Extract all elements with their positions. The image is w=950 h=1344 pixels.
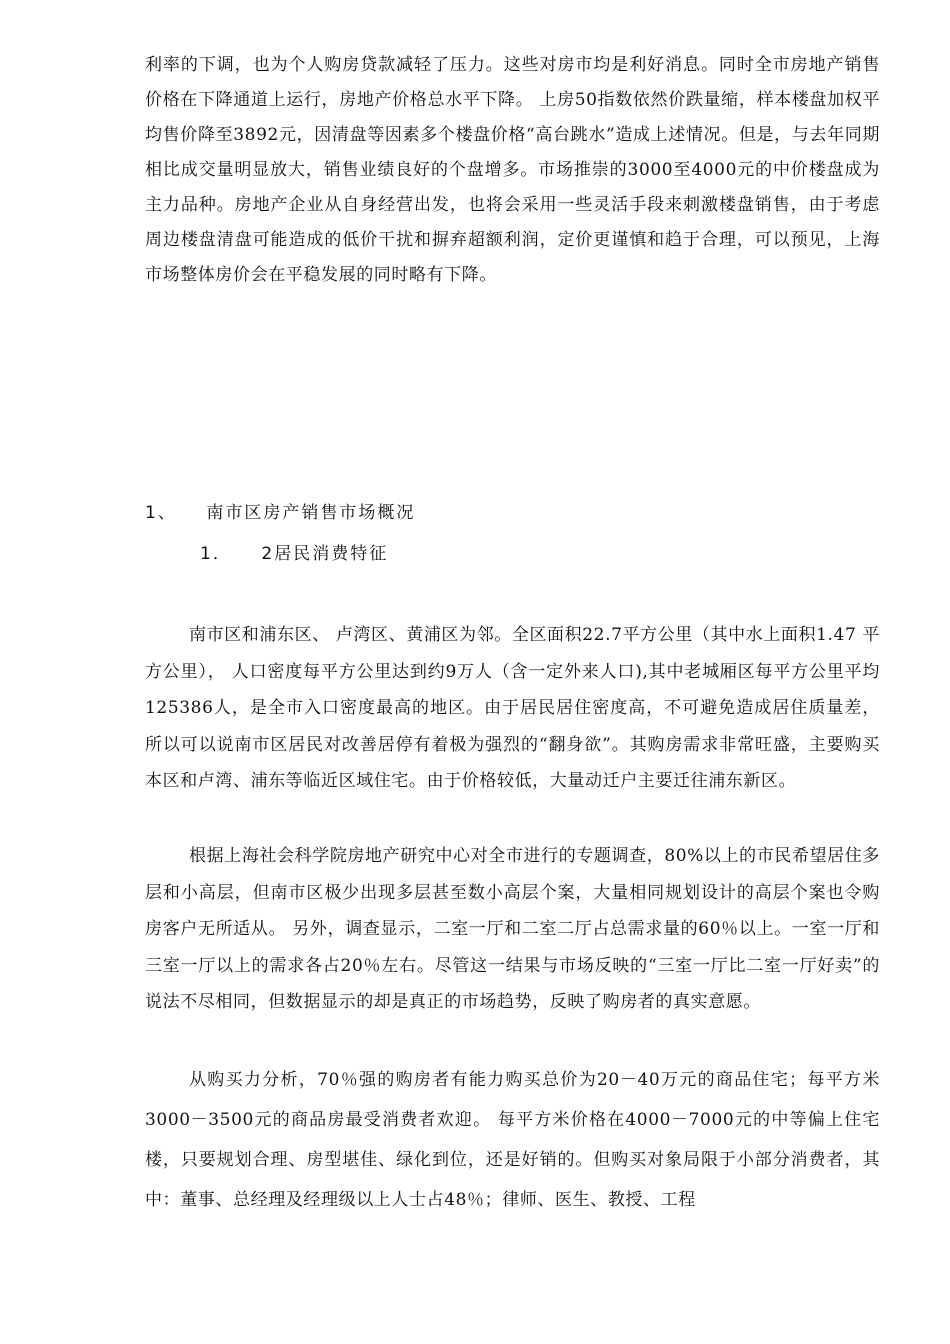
subsection-heading-resident-consumption: 1． 2居民消费特征 — [200, 544, 389, 564]
body-paragraph-purchasing-power: 从购买力分析，70％强的购房者有能力购买总价为20－40万元的商品住宅；每平方米3000－3500元的商品房最受消费者欢迎。 每平方米价格在4000－7000元的中等偏上住宅楼，只要规划合理、房型堪佳、绿化到位，还是好销的。但购买对象局限于小部分消费者，其中：董事、总经理及经理级以上人士占48％；律师、医生、教授、工程 — [145, 1070, 880, 1210]
section-heading-nanshi-market-overview: 1、 南市区房产销售市场概况 — [145, 503, 416, 523]
body-paragraph-survey-results: 根据上海社会科学院房地产研究中心对全市进行的专题调查，80%以上的市民希望居住多层和小高层，但南市区极少出现多层甚至数小高层个案，大量相同规划设计的高层个案也令购房客户无所适从。 另外，调查显示，二室一厅和二室二厅占总需求量的60％以上。一室一厅和三室一厅以上的需求各占20％左右。尽管这一结果与市场反映的“三室一厅比二室一厅好卖”的说法不尽相同，但数据显示的却是真正的市场趋势，反映了购房者的真实意愿。 — [145, 846, 880, 1012]
body-paragraph-market-outlook: 利率的下调，也为个人购房贷款减轻了压力。这些对房市均是利好消息。同时全市房地产销售价格在下降通道上运行，房地产价格总水平下降。 上房50指数依然价跌量缩，样本楼盘加权平均售价降至3892元，因清盘等因素多个楼盘价格“高台跳水”造成上述情况。但是，与去年同期相比成交量明显放大，销售业绩良好的个盘增多。市场推崇的3000至4000元的中价楼盘成为主力品种。房地产企业从自身经营出发，也将会采用一些灵活手段来刺激楼盘销售，由于考虑周边楼盘清盘可能造成的低价干扰和摒弃超额利润，定价更谨慎和趋于合理，可以预见，上海市场整体房价会在平稳发展的同时略有下降。 — [145, 55, 880, 285]
body-paragraph-district-profile: 南市区和浦东区、 卢湾区、黄浦区为邻。全区面积22.7平方公里（其中水上面积1.47 平方公里）， 人口密度每平方公里达到约9万人（含一定外来人口),其中老城厢区每平方公里平均125386人，是全市入口密度最高的地区。由于居民居住密度高，不可避免造成居住质量差，所以可以说南市区居民对改善居停有着极为强烈的“翻身欲”。其购房需求非常旺盛，主要购买本区和卢湾、浦东等临近区域住宅。由于价格较低，大量动迁户主要迁往浦东新区。 — [145, 625, 880, 791]
